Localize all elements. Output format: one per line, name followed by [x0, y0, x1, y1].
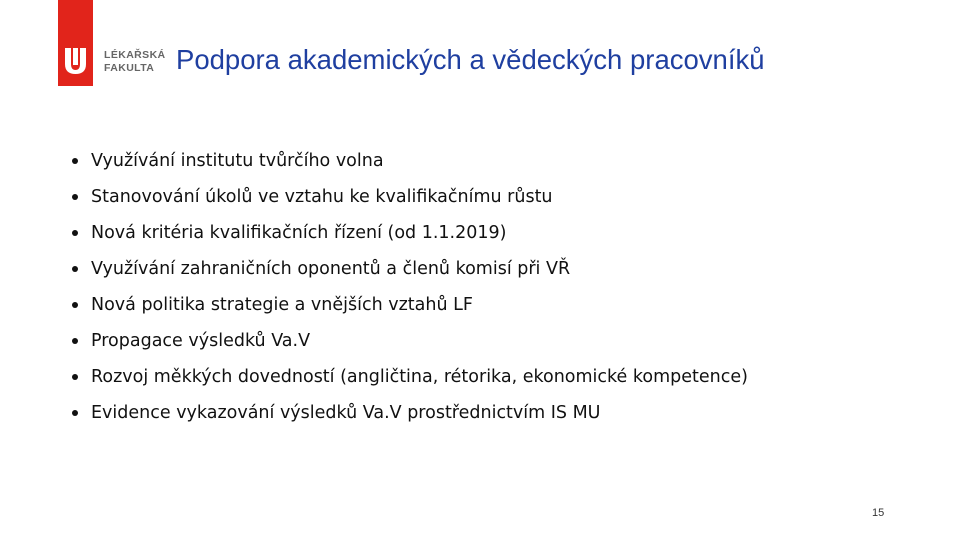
page-number: 15 — [872, 507, 885, 519]
bullet-text: Nová kritéria kvalifikačních řízení (od 1.1.2019) — [91, 223, 507, 243]
bullet-text: Rozvoj měkkých dovedností (angličtina, rétorika, ekonomické kompetence) — [91, 367, 748, 387]
bullet-text: Evidence vykazování výsledků Va.V prostřednictvím IS MU — [91, 403, 601, 423]
bullet-text: Propagace výsledků Va.V — [91, 331, 311, 351]
mu-logo-icon — [62, 46, 89, 76]
logo-line-1: LÉKAŘSKÁ — [104, 49, 166, 61]
logo-line-2: FAKULTA — [104, 62, 155, 74]
bullet-text: Stanovování úkolů ve vztahu ke kvalifikačnímu růstu — [91, 187, 553, 207]
bullet-text: Využívání institutu tvůrčího volna — [91, 151, 384, 171]
bullet-dot — [72, 194, 78, 200]
bullet-text: Využívání zahraničních oponentů a členů komisí při VŘ — [91, 259, 571, 279]
bullet-dot — [72, 266, 78, 272]
bullet-dot — [72, 338, 78, 344]
bullet-text: Nová politika strategie a vnějších vztahů LF — [91, 295, 473, 315]
bullet-dot — [72, 158, 78, 164]
slide-title: Podpora akademických a vědeckých pracovníků — [176, 44, 765, 75]
bullet-dot — [72, 230, 78, 236]
bullet-dot — [72, 410, 78, 416]
faculty-logo-text — [104, 49, 166, 75]
bullet-dot — [72, 374, 78, 380]
bullet-dot — [72, 302, 78, 308]
faculty-logo-block — [58, 0, 93, 86]
